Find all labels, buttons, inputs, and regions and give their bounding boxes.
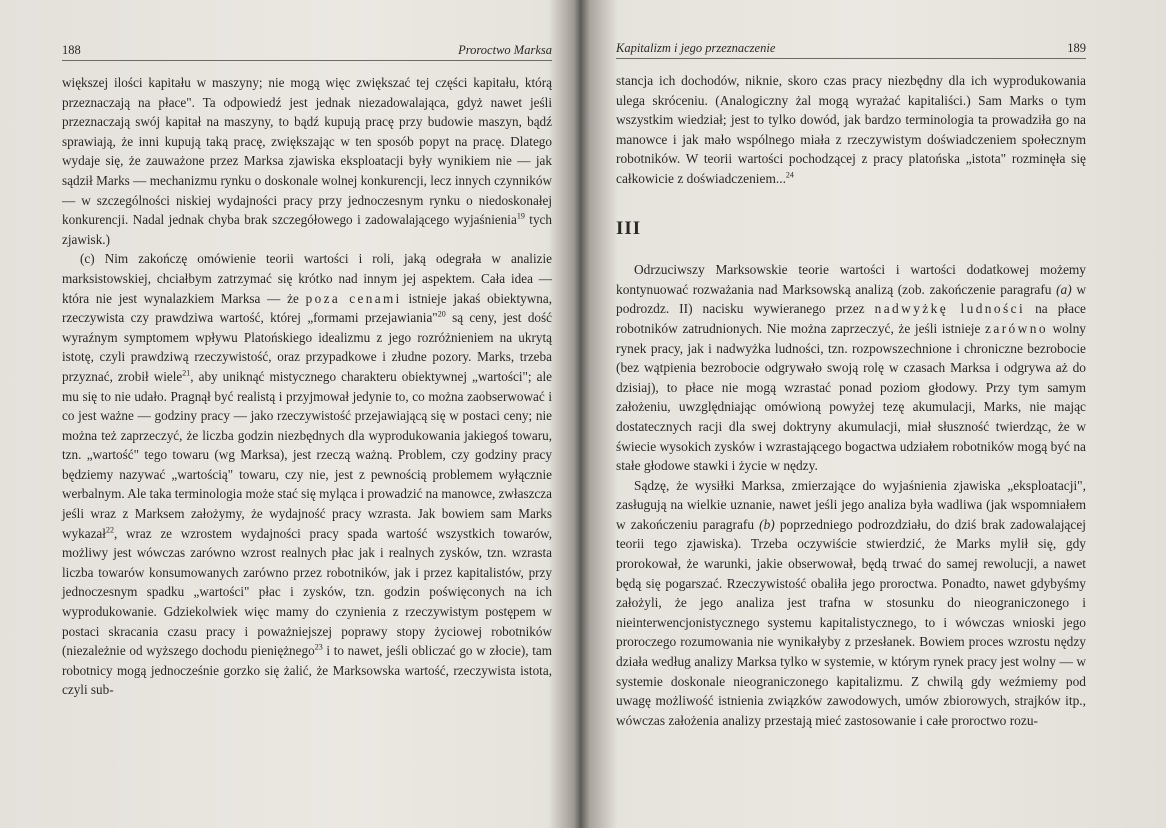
emphasis-spaced: zarówno xyxy=(985,320,1048,336)
paragraph: Sądzę, że wysiłki Marksa, zmierzające do wyjaśnienia zjawiska „eksploatacji", zasługują na wielkie uznanie, nawet jeśli jego analiza była wadliwa (jak wspomniałem w zakończeniu paragrafu (b) poprzedniego podrozdziału, do dziś brak zadowalającej teorii tego zjawiska). Trzeba oczywiście stwierdzić, że Marks mylił się, gdy prorokował, że warunki, jakie obserwował, będą trwać do samej rewolucji, a nawet będą się pogarszać. Rzeczywistość obaliła jego proroctwa. Ponadto, nawet gdybyśmy założyli, że jego analiza jest trafna w stosunku do nieograniczonego i nieinterwencjonistycznego systemu kapitalistycznego, to i wówczas wnioski jego proroczego rozumowania nie wynikałyby z przesłanek. Bowiem proces wzrostu nędzy działa według analizy Marksa tylko w systemie, w którym rynek pracy jest wolny — w systemie doskonale nieograniczonego kapitalizmu. Z chwilą gdy weźmiemy pod uwagę możliwość istnienia związków zawodowych, umów zbiorowych, strajków itp., wówczas założenia analizy przestają mieć zastosowanie i całe proroctwo rozu- xyxy=(616,477,1086,728)
footnote-ref: 22 xyxy=(105,525,114,535)
paragraph: Odrzuciwszy Marksowskie teorie wartości i wartości dodatkowej możemy kontynuować rozważania nad Marksowską analizą (zob. zakończenie paragrafu (a) w podrozdz. II) nacisku wywieranego przez nadwyżkę ludności na płace robotników zatrudnionych. Nie można zaprzeczyć, że jeśli istnieje zarówno wolny rynek pracy, jak i nadwyżka ludności, tzn. rozpowszechnione i chroniczne bezrobocie (bez wątpienia bezrobocie odgrywało swoją rolę w czasach Marksa i odgrywa aż do dzisiaj), to płace nie mogą wzrastać ponad poziom głodowy. Przy tym samym założeniu, uwzględniając omówioną powyżej tezę akumulacji, Marks, nie mając dostatecznych racji dla swej doktryny akumulacji, miał słuszność twierdząc, że w świecie wysokich zysków i wzrastającego bogactwa udziałem robotników mogą być na stałe głodowe stawki i życie w nędzy. xyxy=(616,262,1086,474)
emphasis-spaced: poza cenami xyxy=(305,290,402,306)
running-title: Kapitalizm i jego przeznaczenie xyxy=(616,41,776,55)
footnote-ref: 19 xyxy=(516,211,525,221)
page-number: 189 xyxy=(1067,41,1086,55)
left-page-header xyxy=(62,40,552,61)
right-page xyxy=(590,0,1166,828)
footnote-ref: 20 xyxy=(437,309,446,319)
left-page-body xyxy=(62,73,552,700)
emphasis-spaced: nadwyżkę ludności xyxy=(874,301,1026,317)
footnote-ref: 24 xyxy=(785,170,794,180)
running-title: Proroctwo Marksa xyxy=(458,43,552,57)
paragraph: (c) Nim zakończę omówienie teorii wartości i roli, jaką odegrała w analizie marksistowskiej, chciałbym zatrzymać się krótko nad innym jej aspektem. Cała idea — która nie jest wynalazkiem Marksa — że poza cenami istnieje jakaś obiektywna, rzeczywista czy prawdziwa wartość, której „formami przejawiania"$^{20}$ są ceny, jest dość wyraźnym symptomem wpływu Platońskiego idealizmu z jego rozróżnieniem na ukrytą istotę, czyli prawdziwą rzeczywistość, oraz przypadkowe i złudne pozory. Marks, trzeba przyznać, zrobił wiele$^{21}$, aby uniknąć mistycznego charakteru obiektywnej „wartości"; ale mu się to nie udało. Pragnął być realistą i przyjmował jedynie to, co można zaobserwować i co jest ważne — godziny pracy — jako rzeczywistość przejawiającą się w postaci ceny; nie można też zaprzeczyć, że liczba godzin niezbędnych dla wyprodukowania jakiegoś towaru, tzn. „wartość" tego towaru (wg Marksa), jest rzeczą ważną. Problem, czy godziny pracy będziemy nazywać „wartością" towaru, czy nie, jest z pewnością problemem wyłącznie werbalnym. Ale taka terminologia może stać się myląca i prowadzić na manowce, zwłaszcza jeśli wraz z Marksem założymy, że wydajność pracy wzrasta. Jak bowiem sam Marks wykazał$^{22}$, wraz ze wzrostem wydajności pracy spada wartość wszystkich towarów, możliwy jest wówczas zarówno wzrost realnych płac jak i realnych zysków, tzn. wzrasta liczba towarów konsumowanych zarówno przez robotników, jak i przez kapitalistów, przy jednoczesnym spadku „wartości" płac i zysków, tzn. godzin poświęconych na ich wyprodukowanie. Gdziekolwiek więc mamy do czynienia z rzeczywistym postępem w postaci skracania czasu pracy i poważniejszej poprawy stopy życiowej robotników (niezależnie od wyższego dochodu pieniężnego$^{23}$ i to nawet, jeśli obliczać go w złocie), tam robotnicy mogą jednocześnie gorzko się żalić, że Marksowska wartość, rzeczywista istota, czyli sub- xyxy=(62,251,553,698)
footnote-ref: 21 xyxy=(182,368,191,378)
right-page-body xyxy=(616,71,1086,730)
page-number: 188 xyxy=(62,43,81,57)
paragraph: stancja ich dochodów, niknie, skoro czas pracy niezbędny dla ich wyprodukowania ulega skróceniu. (Analogiczny żal mogą wyrażać kapitaliści.) Sam Marks o tym wszystkim wiedział; jest to tylko dowód, jak bardzo terminologia ta prowadziła go na manowce i jak mało wspólnego miała z rzeczywistym doświadczeniem społecznym robotników. W teorii wartości pochodzącej z pracy platońska „istota" rozminęła się całkowicie z doświadczeniem...$^{24}$ xyxy=(616,73,1086,186)
paragraph: większej ilości kapitału w maszyny; nie mogą więc zwiększać tej części kapitału, którą przeznaczają na płace". Ta odpowiedź jest jednak niezadowalająca, gdyż nawet jeśli przeznaczają swój kapitał na maszyny, to bądź kupują pracę przy budowie maszyn, bądź sprawiają, że inni kupują taką pracę, zwiększając w ten sposób popyt na pracę. Dlatego wydaje się, że zauważone przez Marksa zjawiska eksploatacji były wynikiem nie — jak sądził Marks — mechanizmu rynku o doskonale wolnej konkurencji, lecz innych czynników — w szczególności niskiej wydajności pracy przy jednoczesnym rynku o niedoskonałej konkurencji. Nadal jednak chyba brak szczegółowego i zadowalającego wyjaśnienia$^{19}$ tych zjawisk.) xyxy=(62,75,552,247)
right-page-header xyxy=(616,38,1086,59)
section-heading: III xyxy=(616,217,642,239)
footnote-ref: 23 xyxy=(314,642,323,652)
left-page xyxy=(0,0,578,828)
